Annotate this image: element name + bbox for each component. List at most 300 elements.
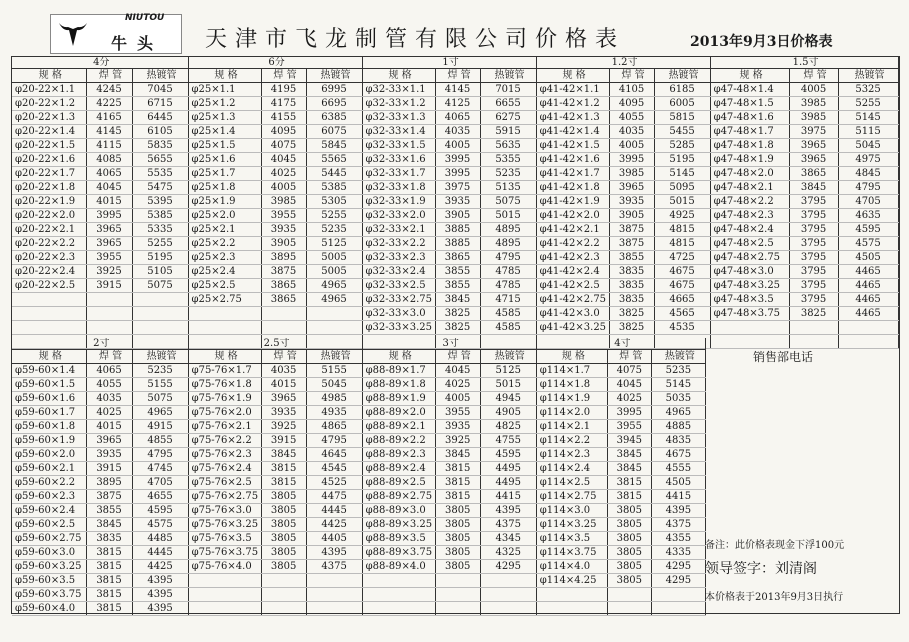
weld-price: 3845: [789, 181, 838, 195]
weld-price: 4035: [435, 125, 480, 139]
galv-price: 4725: [654, 251, 710, 265]
weld-price: 3835: [609, 265, 654, 279]
galv-price: 5235: [480, 167, 536, 181]
spec-cell: φ114×2.5: [536, 476, 607, 490]
weld-price: 4165: [86, 111, 132, 125]
spec-cell: φ32-33×1.2: [362, 97, 435, 111]
table-row: [12, 518, 706, 532]
galv-price: [306, 307, 362, 321]
galv-price: 4535: [654, 321, 710, 335]
table-row: [12, 434, 706, 448]
spec-cell: φ47-48×3.75: [710, 307, 789, 321]
weld-price: 3955: [86, 251, 132, 265]
spec-cell: φ20-22×1.9: [12, 195, 86, 209]
galv-price: [651, 602, 705, 616]
galv-price: [480, 574, 536, 588]
galv-price: 4675: [651, 448, 705, 462]
galv-price: 4395: [132, 574, 188, 588]
spec-cell: φ75-76×1.9: [188, 392, 261, 406]
weld-price: 4115: [86, 139, 132, 153]
weld-price: [789, 321, 838, 335]
table-row: [12, 97, 898, 111]
weld-price: 3855: [435, 265, 480, 279]
weld-price: 3805: [261, 546, 306, 560]
weld-price: 3825: [789, 307, 838, 321]
galv-price: 4655: [132, 490, 188, 504]
spec-cell: φ47-48×1.4: [710, 83, 789, 97]
weld-price: 3805: [607, 560, 651, 574]
galv-price: 5845: [306, 139, 362, 153]
weld-price: 3845: [435, 448, 480, 462]
spec-cell: [12, 293, 86, 307]
weld-price: 4005: [435, 139, 480, 153]
weld-price: 3925: [261, 420, 306, 434]
weld-price: 4095: [609, 97, 654, 111]
leader-signature: 领导签字：刘清阁: [705, 561, 817, 577]
spec-cell: φ88-89×2.75: [362, 490, 435, 504]
table-row: [12, 139, 898, 153]
galv-price: 4565: [654, 307, 710, 321]
spec-header: 规 格: [362, 350, 435, 364]
galv-price: 5835: [132, 139, 188, 153]
weld-price: 3805: [607, 546, 651, 560]
weld-price: 3975: [435, 181, 480, 195]
spec-cell: φ88-89×2.2: [362, 434, 435, 448]
galv-price: 4495: [480, 462, 536, 476]
spec-cell: φ47-48×1.5: [710, 97, 789, 111]
weld-price: 3805: [435, 518, 480, 532]
table-row: [12, 181, 898, 195]
spec-cell: φ20-22×1.5: [12, 139, 86, 153]
section-header: 4寸: [536, 338, 705, 350]
galv-price: [306, 602, 362, 616]
galv-price: 5445: [306, 167, 362, 181]
galv-price: 4665: [654, 293, 710, 307]
galv-price: 4415: [651, 490, 705, 504]
spec-cell: φ25×1.1: [188, 83, 261, 97]
galv-price: 5015: [480, 209, 536, 223]
spec-cell: [188, 588, 261, 602]
weld-price: 3905: [261, 237, 306, 251]
spec-cell: φ41-42×1.9: [536, 195, 609, 209]
weld-price: 3805: [261, 504, 306, 518]
galv-price: 4865: [306, 420, 362, 434]
galv-price: 4795: [132, 448, 188, 462]
weld-price: 4195: [261, 83, 306, 97]
spec-cell: φ32-33×1.4: [362, 125, 435, 139]
galv-price: 5135: [480, 181, 536, 195]
spec-cell: φ25×2.4: [188, 265, 261, 279]
galv-price: 4815: [654, 237, 710, 251]
spec-cell: φ32-33×2.4: [362, 265, 435, 279]
spec-cell: φ47-48×1.9: [710, 153, 789, 167]
spec-cell: φ32-33×2.5: [362, 279, 435, 293]
galv-price: [480, 602, 536, 616]
spec-cell: φ41-42×1.8: [536, 181, 609, 195]
galv-price: 5145: [654, 167, 710, 181]
spec-cell: φ114×3.25: [536, 518, 607, 532]
galv-price: [306, 588, 362, 602]
spec-cell: φ41-42×1.6: [536, 153, 609, 167]
weld-price: [261, 574, 306, 588]
spec-cell: φ59-60×1.9: [12, 434, 86, 448]
weld-price: 3855: [609, 251, 654, 265]
spec-cell: φ32-33×1.1: [362, 83, 435, 97]
galv-price: 4345: [480, 532, 536, 546]
spec-cell: φ88-89×1.8: [362, 378, 435, 392]
weld-price: 3795: [789, 237, 838, 251]
galv-price: 5385: [306, 181, 362, 195]
weld-price: 4055: [86, 378, 132, 392]
galv-price: 4355: [651, 532, 705, 546]
spec-header: 规 格: [536, 350, 607, 364]
spec-cell: φ75-76×2.5: [188, 476, 261, 490]
weld-price: [435, 574, 480, 588]
spec-cell: φ47-48×1.7: [710, 125, 789, 139]
spec-cell: [188, 574, 261, 588]
spec-cell: φ59-60×2.5: [12, 518, 86, 532]
weld-price: [86, 307, 132, 321]
spec-header: 规 格: [536, 69, 609, 83]
weld-price: 3805: [607, 574, 651, 588]
galv-price: 4755: [480, 434, 536, 448]
spec-cell: φ47-48×2.0: [710, 167, 789, 181]
galv-price: 6275: [480, 111, 536, 125]
weld-price: [86, 293, 132, 307]
weld-price: 3935: [609, 195, 654, 209]
weld-price: 3915: [261, 434, 306, 448]
table-row: [12, 602, 706, 616]
galv-price: 4945: [480, 392, 536, 406]
spec-cell: φ25×2.2: [188, 237, 261, 251]
weld-price: 3955: [261, 209, 306, 223]
weld-price: 3815: [86, 574, 132, 588]
spec-cell: φ41-42×2.2: [536, 237, 609, 251]
table-row: [12, 321, 898, 335]
galv-price: 4425: [132, 560, 188, 574]
table-row: [12, 223, 898, 237]
spec-cell: φ47-48×1.6: [710, 111, 789, 125]
weld-price: 3815: [607, 476, 651, 490]
galv-price: 5005: [306, 251, 362, 265]
galv-price: 5155: [306, 364, 362, 378]
spec-cell: φ32-33×1.7: [362, 167, 435, 181]
weld-header: 焊 管: [609, 69, 654, 83]
spec-cell: φ32-33×1.3: [362, 111, 435, 125]
spec-cell: φ75-76×2.75: [188, 490, 261, 504]
table-row: [12, 125, 898, 139]
galv-price: 5035: [651, 392, 705, 406]
galv-price: 6185: [654, 83, 710, 97]
weld-price: 3805: [607, 518, 651, 532]
galv-price: 4445: [306, 504, 362, 518]
galv-price: 4915: [132, 420, 188, 434]
galv-price: [306, 321, 362, 335]
galv-price: 5455: [654, 125, 710, 139]
spec-cell: φ88-89×3.0: [362, 504, 435, 518]
galv-price: 4375: [306, 560, 362, 574]
spec-cell: φ41-42×2.5: [536, 279, 609, 293]
spec-cell: φ41-42×3.25: [536, 321, 609, 335]
table-row: [12, 392, 706, 406]
table-row: [12, 490, 706, 504]
spec-cell: φ59-60×1.4: [12, 364, 86, 378]
weld-price: 4065: [86, 167, 132, 181]
galv-price: [838, 321, 898, 335]
galv-price: 7015: [480, 83, 536, 97]
spec-cell: φ25×1.7: [188, 167, 261, 181]
weld-price: [86, 321, 132, 335]
weld-price: 3795: [789, 265, 838, 279]
weld-price: 3995: [435, 167, 480, 181]
section-header: 1寸: [362, 57, 536, 69]
galv-header: 热镀管: [654, 69, 710, 83]
weld-price: 3805: [435, 532, 480, 546]
galv-price: 5145: [838, 111, 898, 125]
page-title: 天津市飞龙制管有限公司价格表: [205, 27, 626, 52]
weld-price: 3805: [261, 532, 306, 546]
spec-cell: [536, 602, 607, 616]
spec-cell: φ25×1.6: [188, 153, 261, 167]
galv-price: 4835: [651, 434, 705, 448]
weld-price: [261, 307, 306, 321]
galv-price: 4395: [306, 546, 362, 560]
galv-price: 5155: [132, 378, 188, 392]
weld-price: 3815: [86, 546, 132, 560]
galv-price: 4495: [480, 476, 536, 490]
spec-cell: φ20-22×2.0: [12, 209, 86, 223]
spec-cell: φ59-60×3.75: [12, 588, 86, 602]
spec-cell: φ25×1.4: [188, 125, 261, 139]
spec-cell: φ75-76×3.75: [188, 546, 261, 560]
weld-price: 3955: [435, 406, 480, 420]
weld-price: 3935: [261, 406, 306, 420]
spec-cell: φ114×2.1: [536, 420, 607, 434]
galv-price: 5335: [132, 223, 188, 237]
galv-price: 4325: [480, 546, 536, 560]
galv-price: 5255: [132, 237, 188, 251]
weld-price: 4105: [609, 83, 654, 97]
spec-cell: φ88-89×4.0: [362, 560, 435, 574]
galv-price: 6995: [306, 83, 362, 97]
weld-price: 4045: [86, 181, 132, 195]
spec-cell: φ20-22×2.2: [12, 237, 86, 251]
spec-cell: φ32-33×3.0: [362, 307, 435, 321]
weld-price: 3925: [435, 434, 480, 448]
spec-cell: φ88-89×2.1: [362, 420, 435, 434]
spec-cell: [188, 307, 261, 321]
galv-price: 6005: [654, 97, 710, 111]
table-row: [12, 504, 706, 518]
weld-price: 3795: [789, 293, 838, 307]
galv-price: 6445: [132, 111, 188, 125]
galv-price: 4705: [838, 195, 898, 209]
galv-price: 4375: [480, 518, 536, 532]
weld-price: [607, 588, 651, 602]
weld-price: 3865: [261, 279, 306, 293]
spec-cell: φ47-48×3.0: [710, 265, 789, 279]
spec-cell: φ32-33×2.2: [362, 237, 435, 251]
spec-cell: φ114×4.25: [536, 574, 607, 588]
logo-chinese: 牛头: [111, 34, 164, 53]
weld-price: 3825: [435, 321, 480, 335]
galv-price: 6075: [306, 125, 362, 139]
weld-price: 3965: [609, 181, 654, 195]
section-header: 6分: [188, 57, 362, 69]
weld-price: 4145: [435, 83, 480, 97]
bottom-price-table: [12, 338, 706, 616]
galv-price: 4335: [651, 546, 705, 560]
galv-price: 4975: [838, 153, 898, 167]
galv-price: 6655: [480, 97, 536, 111]
spec-cell: φ47-48×2.2: [710, 195, 789, 209]
weld-price: 3935: [86, 448, 132, 462]
table-row: [12, 307, 898, 321]
spec-cell: φ47-48×3.25: [710, 279, 789, 293]
weld-price: 3865: [261, 293, 306, 307]
weld-price: [435, 588, 480, 602]
weld-price: 3905: [609, 209, 654, 223]
spec-cell: φ59-60×1.8: [12, 420, 86, 434]
spec-cell: φ41-42×1.1: [536, 83, 609, 97]
galv-price: 5355: [480, 153, 536, 167]
section-header: 3寸: [362, 338, 536, 350]
spec-cell: φ20-22×2.1: [12, 223, 86, 237]
weld-price: 3975: [789, 125, 838, 139]
galv-price: 4485: [132, 532, 188, 546]
weld-price: 3815: [261, 462, 306, 476]
weld-price: 3995: [435, 153, 480, 167]
spec-cell: φ75-76×2.0: [188, 406, 261, 420]
weld-price: 3795: [789, 195, 838, 209]
galv-price: 4405: [306, 532, 362, 546]
spec-cell: [188, 321, 261, 335]
weld-price: 3925: [86, 265, 132, 279]
spec-cell: φ88-89×3.5: [362, 532, 435, 546]
weld-price: 4005: [609, 139, 654, 153]
spec-cell: φ41-42×1.4: [536, 125, 609, 139]
galv-price: 4965: [306, 293, 362, 307]
table-row: [12, 420, 706, 434]
spec-cell: φ41-42×2.0: [536, 209, 609, 223]
spec-cell: φ75-76×2.1: [188, 420, 261, 434]
table-row: [12, 293, 898, 307]
galv-price: 5015: [654, 195, 710, 209]
spec-cell: [362, 574, 435, 588]
galv-price: 4465: [838, 293, 898, 307]
galv-price: 4925: [654, 209, 710, 223]
galv-header: 热镀管: [132, 350, 188, 364]
spec-cell: φ41-42×2.3: [536, 251, 609, 265]
weld-header: 焊 管: [435, 69, 480, 83]
weld-price: 3835: [86, 532, 132, 546]
weld-price: 3795: [789, 209, 838, 223]
spec-cell: φ114×1.8: [536, 378, 607, 392]
weld-price: 4025: [261, 167, 306, 181]
galv-price: 4985: [306, 392, 362, 406]
weld-price: 3845: [435, 293, 480, 307]
weld-price: 3815: [86, 588, 132, 602]
weld-price: 3805: [607, 532, 651, 546]
weld-price: 3795: [789, 279, 838, 293]
remark-note: 备注：此价格表现金下浮100元: [705, 540, 845, 551]
section-header: 2.5寸: [188, 338, 362, 350]
weld-price: 3935: [261, 223, 306, 237]
weld-price: 3845: [607, 462, 651, 476]
spec-cell: φ20-22×1.8: [12, 181, 86, 195]
galv-price: 4645: [306, 448, 362, 462]
weld-price: 3945: [607, 434, 651, 448]
spec-cell: φ41-42×1.3: [536, 111, 609, 125]
table-row: [12, 111, 898, 125]
spec-cell: φ25×2.1: [188, 223, 261, 237]
galv-price: 5075: [480, 195, 536, 209]
table-row: [12, 462, 706, 476]
galv-price: 5385: [132, 209, 188, 223]
weld-price: 4125: [435, 97, 480, 111]
galv-price: 4715: [480, 293, 536, 307]
spec-cell: φ75-76×1.8: [188, 378, 261, 392]
galv-header: 热镀管: [480, 350, 536, 364]
spec-cell: φ75-76×3.25: [188, 518, 261, 532]
galv-price: 5235: [306, 223, 362, 237]
top-price-table: [12, 57, 899, 349]
spec-cell: φ20-22×2.5: [12, 279, 86, 293]
spec-cell: φ88-89×2.5: [362, 476, 435, 490]
galv-price: 4795: [838, 181, 898, 195]
spec-cell: φ75-76×3.0: [188, 504, 261, 518]
galv-price: 5005: [306, 265, 362, 279]
galv-header: 热镀管: [838, 69, 898, 83]
spec-cell: φ25×1.3: [188, 111, 261, 125]
galv-price: 4745: [132, 462, 188, 476]
bull-head-icon: [57, 19, 89, 49]
spec-cell: φ25×1.2: [188, 97, 261, 111]
spec-cell: φ114×2.0: [536, 406, 607, 420]
weld-price: 3965: [789, 153, 838, 167]
weld-header: 焊 管: [86, 69, 132, 83]
galv-price: 4505: [651, 476, 705, 490]
spec-cell: φ47-48×2.1: [710, 181, 789, 195]
table-row: [12, 364, 706, 378]
spec-header: 规 格: [12, 69, 86, 83]
weld-price: 4035: [261, 364, 306, 378]
galv-price: 5015: [480, 378, 536, 392]
weld-price: 3935: [435, 420, 480, 434]
spec-cell: φ59-60×2.75: [12, 532, 86, 546]
sales-panel: [705, 340, 898, 612]
weld-price: 3815: [86, 560, 132, 574]
weld-price: 4155: [261, 111, 306, 125]
table-row: [12, 560, 706, 574]
galv-price: 5125: [306, 237, 362, 251]
weld-price: 3965: [86, 223, 132, 237]
galv-price: 4795: [480, 251, 536, 265]
page-header: [0, 0, 909, 56]
galv-price: 5235: [132, 364, 188, 378]
spec-header: 规 格: [188, 350, 261, 364]
weld-price: 4175: [261, 97, 306, 111]
niutou-logo: [50, 14, 182, 54]
galv-price: 4585: [480, 307, 536, 321]
weld-price: 4005: [261, 181, 306, 195]
weld-price: 3965: [86, 434, 132, 448]
spec-cell: φ25×2.3: [188, 251, 261, 265]
weld-price: 3995: [86, 209, 132, 223]
weld-price: 4075: [261, 139, 306, 153]
weld-price: 3805: [261, 560, 306, 574]
weld-price: [261, 588, 306, 602]
